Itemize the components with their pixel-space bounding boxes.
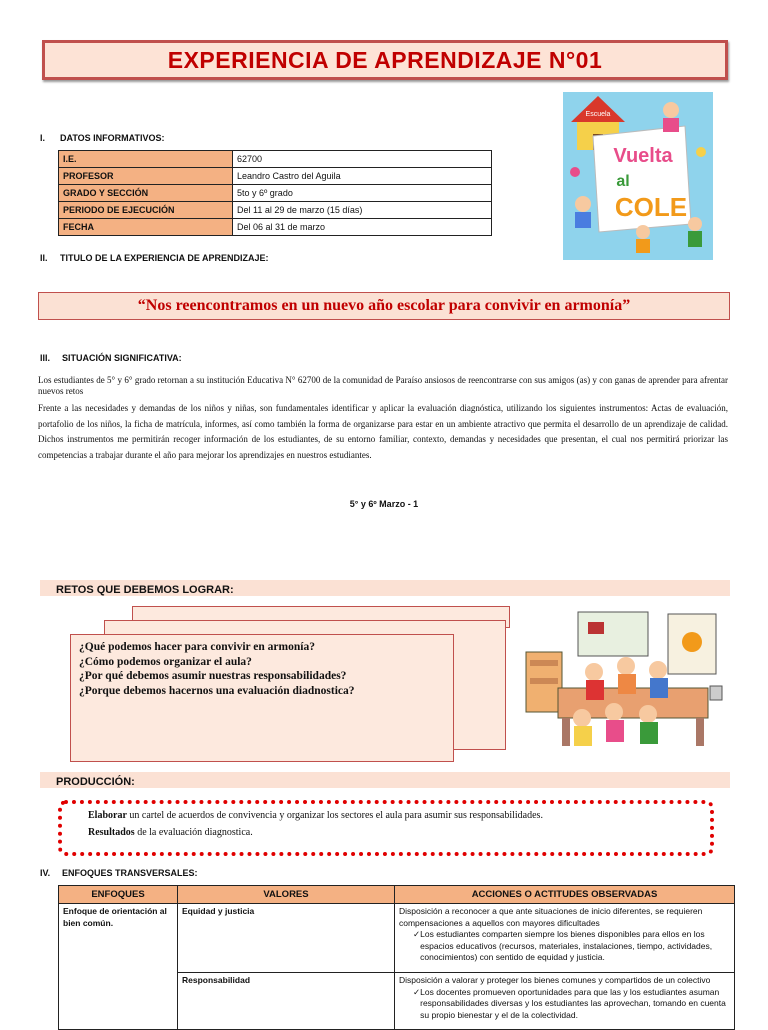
document-title-box: [42, 40, 728, 80]
back-to-school-art: [563, 92, 713, 260]
enfoques-table: [58, 885, 735, 1030]
badge-line-2: al: [616, 173, 630, 190]
escuela-sign: Escuela: [585, 111, 611, 118]
check-item: ✓ Los estudiantes comparten siempre los bienes disponibles para ellos en los espacios educativos (recursos, materiales, instalaciones, tiempo, actividades, conocimientos) con sentido de equidad y justicia.: [413, 929, 713, 962]
experience-title: “Nos reencontramos en un nuevo año escolar para convivir en armonía”: [137, 297, 631, 314]
valores-col-header: VALORES: [178, 886, 395, 904]
classroom-illustration: [518, 608, 728, 758]
reto-question: ¿Qué podemos hacer para convivir en armonía?: [79, 641, 315, 653]
retos-heading: RETOS QUE DEBEMOS LOGRAR:: [56, 584, 234, 596]
badge-line-1: Vuelta: [613, 145, 673, 167]
section-3-heading: III. SITUACIÓN SIGNIFICATIVA:: [40, 353, 182, 363]
produccion-heading: PRODUCCIÓN:: [56, 776, 135, 788]
valor-cell: Equidad y justicia: [178, 904, 395, 973]
back-to-school-illustration: [563, 92, 713, 260]
produccion-line-1: Elaborar un cartel de acuerdos de convivencia y organizar los sectores el aula para asumir sus responsabilidades.: [88, 810, 543, 821]
reto-question: ¿Por qué debemos asumir nuestras responsabilidades?: [79, 670, 347, 682]
produccion-line-2: Resultados de la evaluación diagnostica.: [88, 827, 253, 838]
info-row: FECHA Del 06 al 31 de marzo: [59, 219, 492, 236]
retos-card-front: [70, 634, 454, 762]
accion-cell: Disposición a valorar y proteger los bienes comunes y compartidos de un colectivo ✓ Los docentes promueven oportunidades para que las y los estudiantes asuman responsabilidades diversas y los estudiantes las aprovechan, tomando en cuenta su propio bienestar y el de la colectividad.: [395, 973, 735, 1030]
info-table: [58, 150, 492, 236]
enfoque-cell: Enfoque de orientación al bien común.: [59, 904, 178, 1030]
reto-question: ¿Porque debemos hacernos una evaluación diadnostica?: [79, 684, 355, 697]
reto-question: ¿Cómo podemos organizar el aula?: [79, 655, 252, 668]
check-icon: ✓: [413, 929, 421, 939]
experience-title-box: [38, 292, 730, 320]
info-row: GRADO Y SECCIÓN 5to y 6º grado: [59, 185, 492, 202]
retos-band: [40, 580, 730, 596]
section-1-heading: I. DATOS INFORMATIVOS:: [40, 133, 165, 143]
produccion-band: [40, 772, 730, 788]
accion-cell: Disposición a reconocer a que ante situaciones de inicio diferentes, se requieren compensaciones a aquellos con mayores dificultades ✓ Los estudiantes comparten siempre los bienes disponibles para ellos en los espacios educativos (recursos, materiales, instalaciones, tiempo, actividades, conocimientos) con sentido de equidad y justicia.: [395, 904, 735, 973]
badge-line-3: COLE: [614, 192, 688, 222]
info-row: I.E. 62700: [59, 151, 492, 168]
situation-paragraph-1: Los estudiantes de 5° y 6° grado retornan a su institución Educativa N° 62700 de la comunidad de Paraíso ansiosos de reencontrarse con sus amigos (as) y con ganas de aprender para afrentar nuevos retos: [38, 375, 728, 396]
check-item: ✓ Los docentes promueven oportunidades para que las y los estudiantes asuman responsabilidades diversas y los estudiantes las aprovechan, tomando en cuenta su propio bienestar y el de la colectividad.: [413, 986, 726, 1020]
produccion-box: [58, 800, 714, 856]
page-footer-label: 5° y 6º Marzo - 1: [349, 499, 419, 509]
check-icon: ✓: [413, 986, 421, 997]
enfoques-col-header: ENFOQUES: [59, 886, 178, 904]
acciones-col-header: ACCIONES O ACTITUDES OBSERVADAS: [395, 886, 735, 904]
document-title: EXPERIENCIA DE APRENDIZAJE N°01: [167, 46, 603, 73]
enfoques-header-row: [59, 886, 735, 904]
valor-cell: Responsabilidad: [178, 973, 395, 1030]
info-row: PERIODO DE EJECUCIÓN Del 11 al 29 de marzo (15 días): [59, 202, 492, 219]
table-row: [59, 904, 735, 973]
info-row: PROFESOR Leandro Castro del Aguila: [59, 168, 492, 185]
section-2-heading: II. TITULO DE LA EXPERIENCIA DE APRENDIZAJE:: [40, 253, 269, 263]
section-4-heading: IV. ENFOQUES TRANSVERSALES:: [40, 868, 198, 878]
situation-paragraph-2: Frente a las necesidades y demandas de los niños y niñas, son fundamentales identificar y aplicar la evaluación diagnóstica, utilizando los siguientes instrumentos: Actas de evaluación, portafolio de los niños, la ficha de matrícula, informes, así como también la forma de organizarse para estar en un ambiente atractivo que permita el desarrollo de un aprendizaje de calidad. Dichos instrumentos me permitirán recoger información de los estudiantes, de su entorno familiar, contexto, demandas y necesidades que presentan, el cual nos permitirá priorizar las competencias a trabajar durante el año para mejorar los aprendizajes en nuestros estudiantes.: [38, 403, 728, 460]
